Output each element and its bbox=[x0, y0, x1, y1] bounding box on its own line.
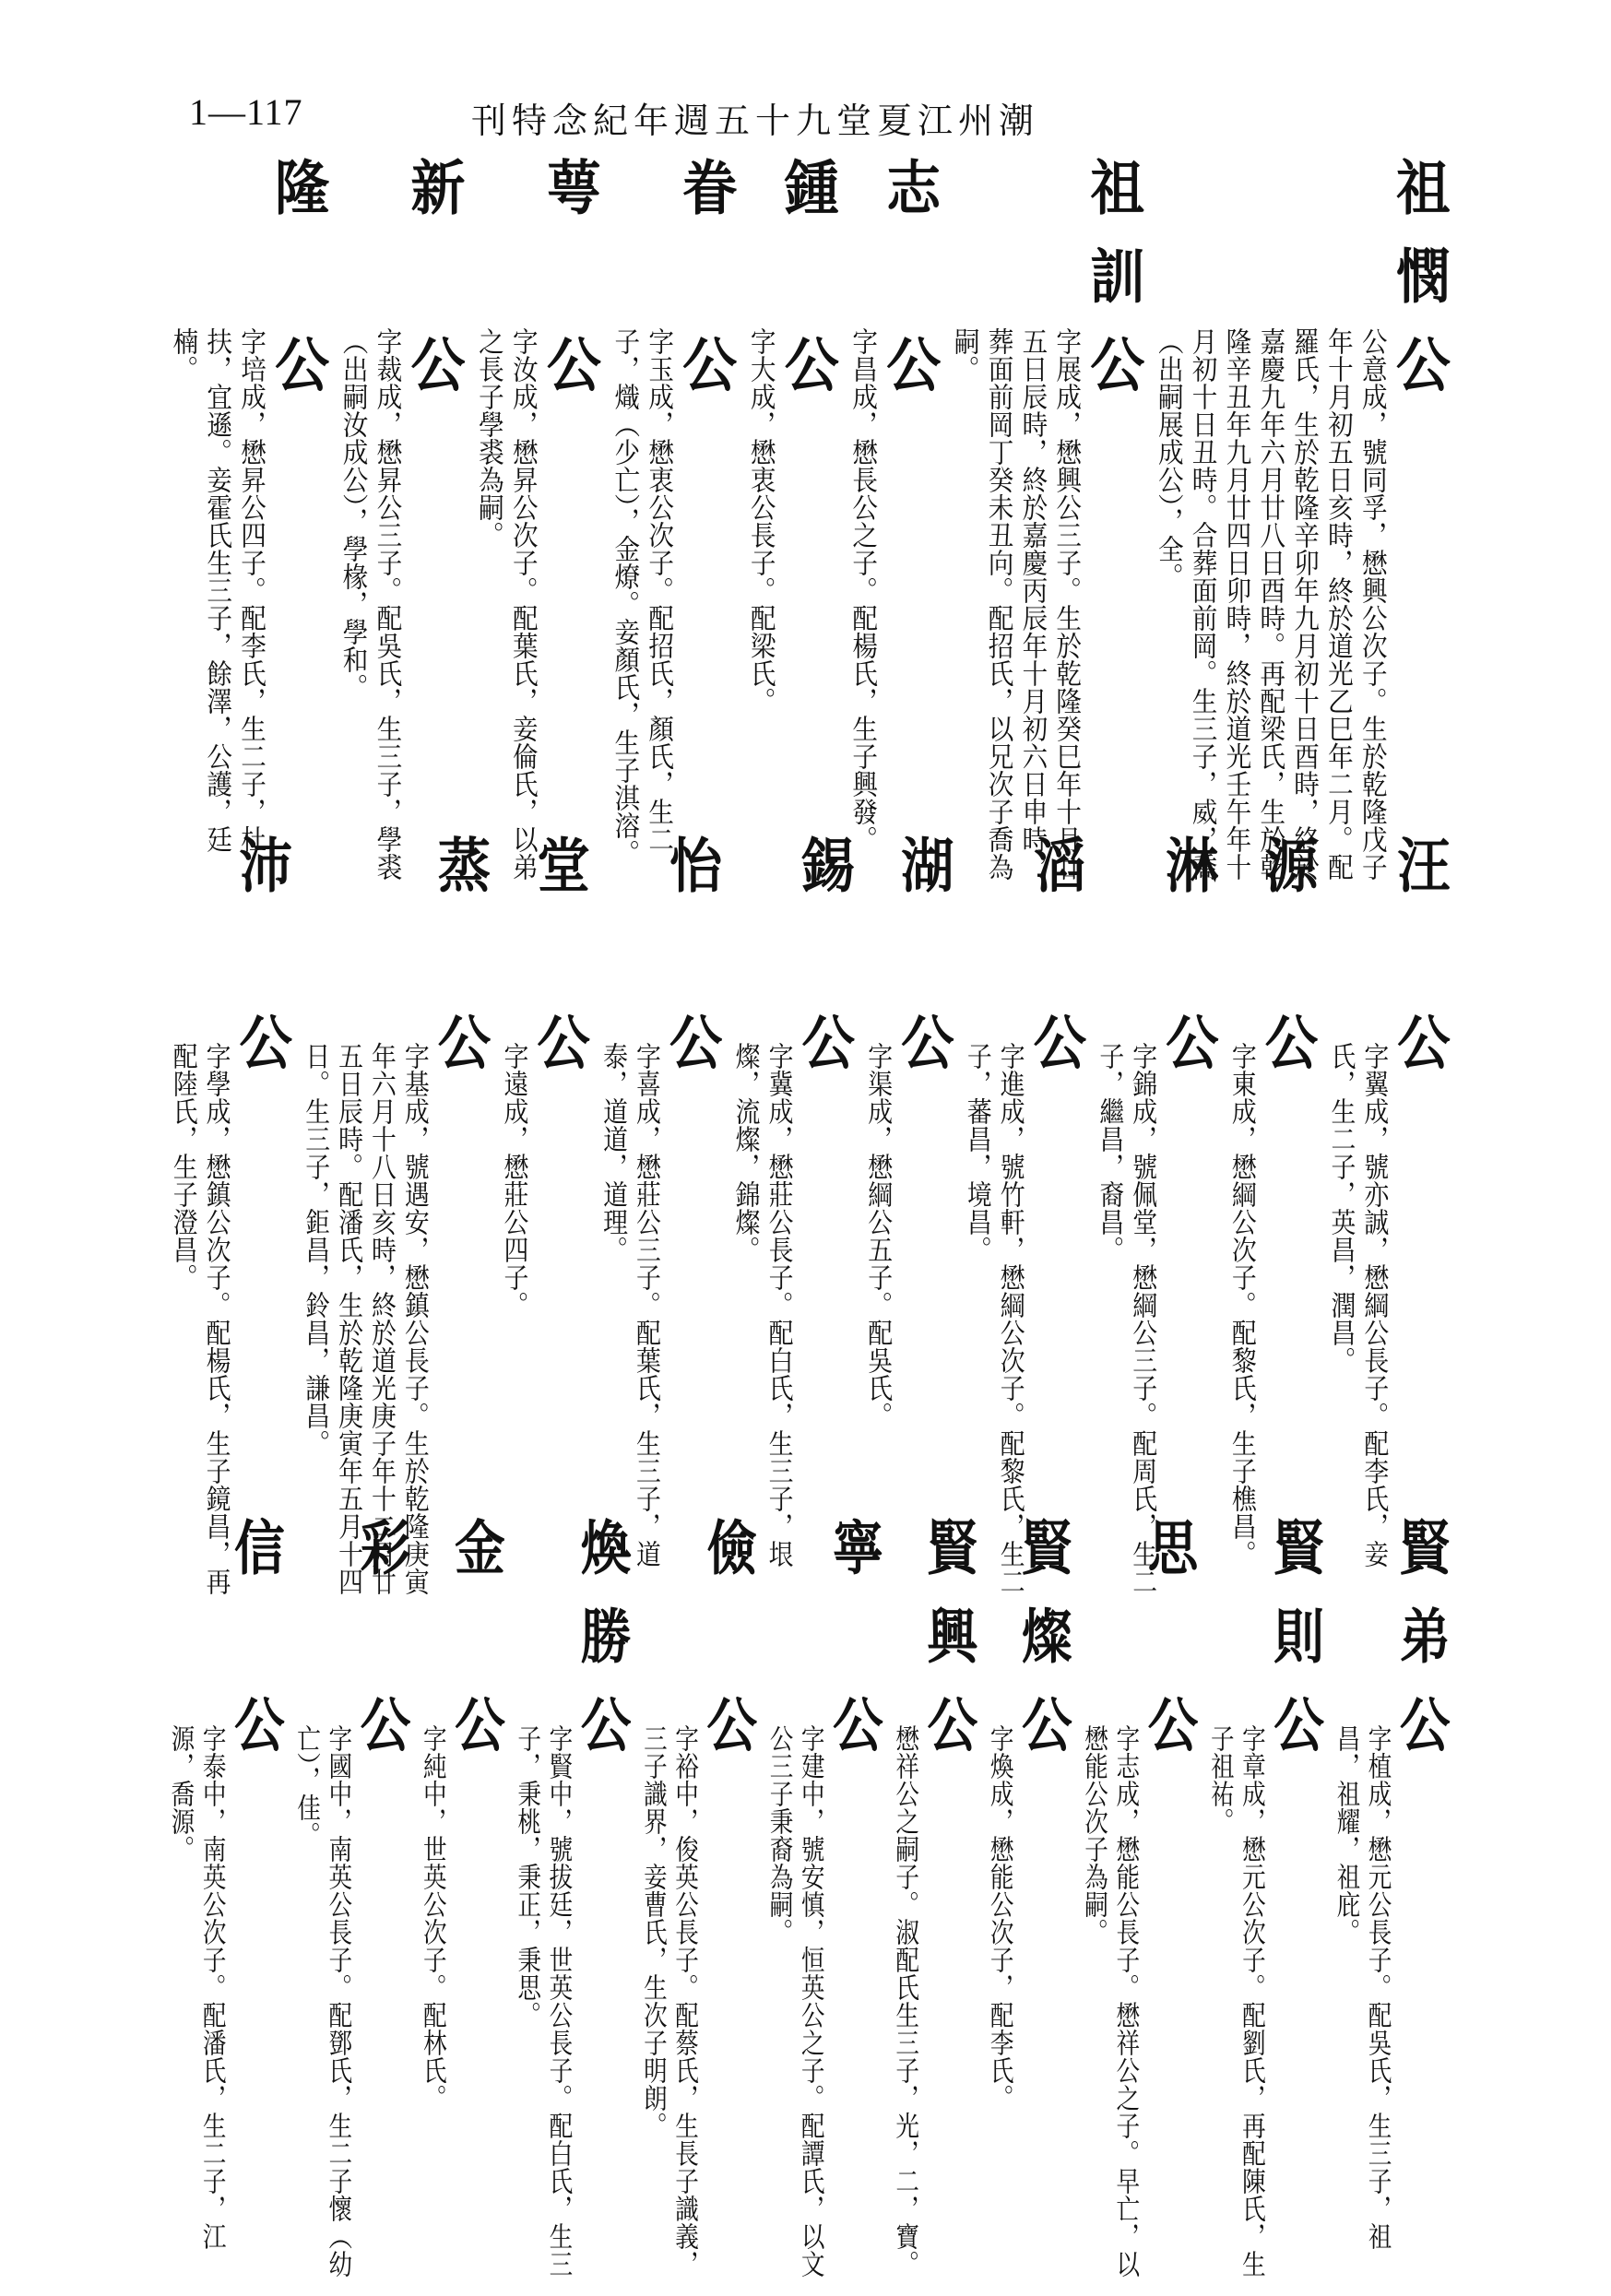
entry-detail: 字章成，懋元公次子。配劉氏，再配陳氏，生子祖祐。 bbox=[1205, 1724, 1265, 2278]
entry bbox=[1330, 1517, 1451, 2250]
entry-name: 思 公 bbox=[1139, 1517, 1199, 1782]
entry-name: 眷 公 bbox=[673, 157, 738, 422]
genealogy-band-2 bbox=[168, 834, 1451, 1595]
entry-detail: 字翼成，號亦誠，懋綱公長子。配李氏，妾氏，生二子，英昌，潤昌。 bbox=[1326, 1042, 1389, 1568]
genealogy-band-3 bbox=[166, 1517, 1451, 2278]
entry-detail: 字玉成，懋衷公次子。配招氏，顏氏，生二子，熾（少亡），金燎。妾顏氏，生子淇溶。 bbox=[609, 327, 674, 867]
entry-name: 怡 公 bbox=[660, 834, 723, 1100]
entry bbox=[471, 157, 601, 881]
entry-name: 源 公 bbox=[1255, 834, 1319, 1100]
entry bbox=[763, 1517, 883, 2278]
entry bbox=[636, 1517, 758, 2278]
entry-name: 汪 公 bbox=[1388, 834, 1451, 1100]
entry-detail: 字國中，南英公長子。配鄧氏，生二子懷（幼亡），佳。 bbox=[292, 1724, 352, 2278]
entry bbox=[416, 1517, 505, 2112]
entry bbox=[845, 157, 942, 853]
entry-name: 賢弟公 bbox=[1391, 1517, 1451, 1782]
entry-detail: 字冀成，懋莊公長子。配白氏，生三子，垠燦，流燦，錦燦。 bbox=[730, 1042, 793, 1568]
entry bbox=[165, 157, 330, 853]
page-header-title: 潮州江夏堂九十五週年紀念特刊 bbox=[470, 101, 1039, 141]
entry-name: 萼 公 bbox=[537, 157, 601, 422]
entry-detail: 字遠成，懋莊公四子。 bbox=[499, 1042, 528, 1319]
entry bbox=[1092, 834, 1219, 1595]
entry-name: 湖 公 bbox=[892, 834, 954, 1100]
entry-detail: 字植成，懋元公長子。配吳氏，生三子，祖昌，祖耀，祖庇。 bbox=[1332, 1724, 1392, 2250]
entry bbox=[298, 834, 492, 1595]
entry-detail: 字喜成，懋莊公三子。配葉氏，生三子，道泰，道道，道理。 bbox=[598, 1042, 661, 1568]
entry-detail: 字展成，懋興公三子。生於乾隆癸巳年十月廿五日辰時，終於嘉慶丙辰年十月初六日申時，葬面前岡丁癸未丑向。配招氏，以兄次子喬為嗣。 bbox=[949, 327, 1082, 881]
entry bbox=[729, 834, 855, 1568]
entry bbox=[335, 157, 466, 881]
entry-detail: 字煥成，懋能公次子，配李氏。 bbox=[985, 1724, 1013, 2112]
entry bbox=[596, 834, 723, 1568]
entry-name: 寧 公 bbox=[823, 1517, 883, 1782]
entry-detail: 字泰中，南英公次子。配潘氏，生二子，江源，喬源。 bbox=[166, 1724, 226, 2250]
entry-detail: 字渠成，懋綱公五子。配吳氏。 bbox=[862, 1042, 893, 1429]
entry-detail: 懋祥公之嗣子。淑配氏生三子，光，二，寶。 bbox=[891, 1724, 919, 2278]
entry bbox=[983, 1517, 1072, 2112]
entry-detail: 字純中，世英公次子。配林氏。 bbox=[418, 1724, 446, 2112]
entry bbox=[290, 1517, 411, 2278]
entry bbox=[860, 834, 954, 1429]
entry-detail: 字培成，懋昇公四子。配李氏，生二子，杜扶，宜遜。妾霍氏生三子，餘澤，公護，廷楠。 bbox=[168, 327, 266, 853]
entry bbox=[1225, 834, 1319, 1568]
entry bbox=[947, 157, 1145, 881]
entry-name: 隆 公 bbox=[265, 157, 330, 422]
entry-detail: 字志成，懋能公長子。懋祥公之子。早亡，以懋能公次子為嗣。 bbox=[1080, 1724, 1140, 2278]
entry-name: 沛 公 bbox=[230, 834, 292, 1100]
entry-detail: 字錦成，號佩堂，懋綱公三子。配周氏，生二子，繼昌，裔昌。 bbox=[1094, 1042, 1157, 1595]
entry-detail: 字裕中，俊英公長子。配蔡氏，生長子識義，三子識界，妾曹氏，生次子明朗。 bbox=[638, 1724, 698, 2278]
entry-detail: 字進成，號竹軒，懋綱公次子。配黎氏，生二子，蕃昌，境昌。 bbox=[962, 1042, 1025, 1595]
entry bbox=[496, 834, 590, 1406]
genealogy-band-1 bbox=[168, 157, 1451, 881]
entry bbox=[164, 1517, 285, 2250]
entry-detail: 字東成，懋綱公次子。配黎氏，生子樵昌。 bbox=[1226, 1042, 1256, 1568]
entry bbox=[743, 157, 839, 715]
entry-name: 滔 公 bbox=[1024, 834, 1087, 1100]
entry-name: 儉 公 bbox=[697, 1517, 758, 1782]
entry-detail: 字裁成，懋昇公三子。配吳氏，生三子，學裘（出嗣汝成公），學椽，學和。 bbox=[338, 327, 402, 881]
entry-name: 賢興公 bbox=[918, 1517, 978, 1782]
entry-name: 金 公 bbox=[445, 1517, 505, 1782]
entry-name: 彩 公 bbox=[351, 1517, 411, 1782]
entry bbox=[960, 834, 1087, 1595]
entry bbox=[1203, 1517, 1324, 2278]
entry-name: 祖憫公 bbox=[1386, 157, 1451, 422]
entry-name: 賢則公 bbox=[1264, 1517, 1324, 1782]
entry bbox=[511, 1517, 632, 2278]
page-number: 1—117 bbox=[189, 91, 303, 133]
entry-name: 蒸 公 bbox=[428, 834, 492, 1100]
entry bbox=[166, 834, 292, 1595]
entry bbox=[889, 1517, 978, 2278]
entry bbox=[1323, 834, 1451, 1568]
entry-detail: 字基成，號遇安，懋鎮公長子。生於乾隆庚寅年六月十八日亥時，終於道光庚子年十二月廿五日辰時。配潘氏，生於乾隆庚寅年五月十四日。生三子，鉅昌，鈴昌，謙昌。 bbox=[300, 1042, 429, 1595]
entry-name: 煥勝公 bbox=[572, 1517, 632, 1782]
entry bbox=[1078, 1517, 1199, 2278]
entry-detail: 字賢中，號拔廷，世英公長子。配白氏，生三子，秉桃，秉正，秉思。 bbox=[513, 1724, 573, 2278]
entry bbox=[607, 157, 738, 867]
entry-detail: 字建中，號安慎，恒英公之子。配譚氏，以文公三子秉裔為嗣。 bbox=[764, 1724, 824, 2278]
entry bbox=[1151, 157, 1451, 881]
entry-detail: 字大成，懋衷公長子。配梁氏。 bbox=[745, 327, 776, 715]
entry-name: 鍾 公 bbox=[775, 157, 839, 422]
entry-name: 淋 公 bbox=[1156, 834, 1219, 1100]
entry-name: 信 公 bbox=[225, 1517, 285, 1782]
entry-detail: 公意成，號同孚，懋興公次子。生於乾隆戊子年十月初五日亥時，終於道光乙巳年二月。配羅氏，生於乾隆辛卯年九月初十日酉時，終於嘉慶九年六月廿八日酉時。再配梁氏，生於乾隆辛丑年九月廿四日卯時，終於道光壬午年十月初十日丑時。合葬面前岡。生三子，威，喬（出嗣展成公），全。 bbox=[1153, 327, 1387, 881]
entry-detail: 字昌成，懋長公之子。配楊氏，生子興發。 bbox=[847, 327, 878, 853]
entry-name: 賢燦公 bbox=[1013, 1517, 1072, 1782]
entry-name: 祖訓公 bbox=[1081, 157, 1145, 422]
entry-detail: 字汝成，懋昇公次子。配葉氏，妾倫氏，以弟之長子學裘為嗣。 bbox=[473, 327, 538, 881]
entry-detail: 字學成，懋鎮公次子。配楊氏，生子鏡昌，再配陸氏，生子澄昌。 bbox=[168, 1042, 231, 1595]
entry-name: 堂 公 bbox=[527, 834, 590, 1100]
entry-name: 新 公 bbox=[401, 157, 466, 422]
entry-name: 志 公 bbox=[877, 157, 942, 422]
entry-name: 錫 公 bbox=[792, 834, 855, 1100]
